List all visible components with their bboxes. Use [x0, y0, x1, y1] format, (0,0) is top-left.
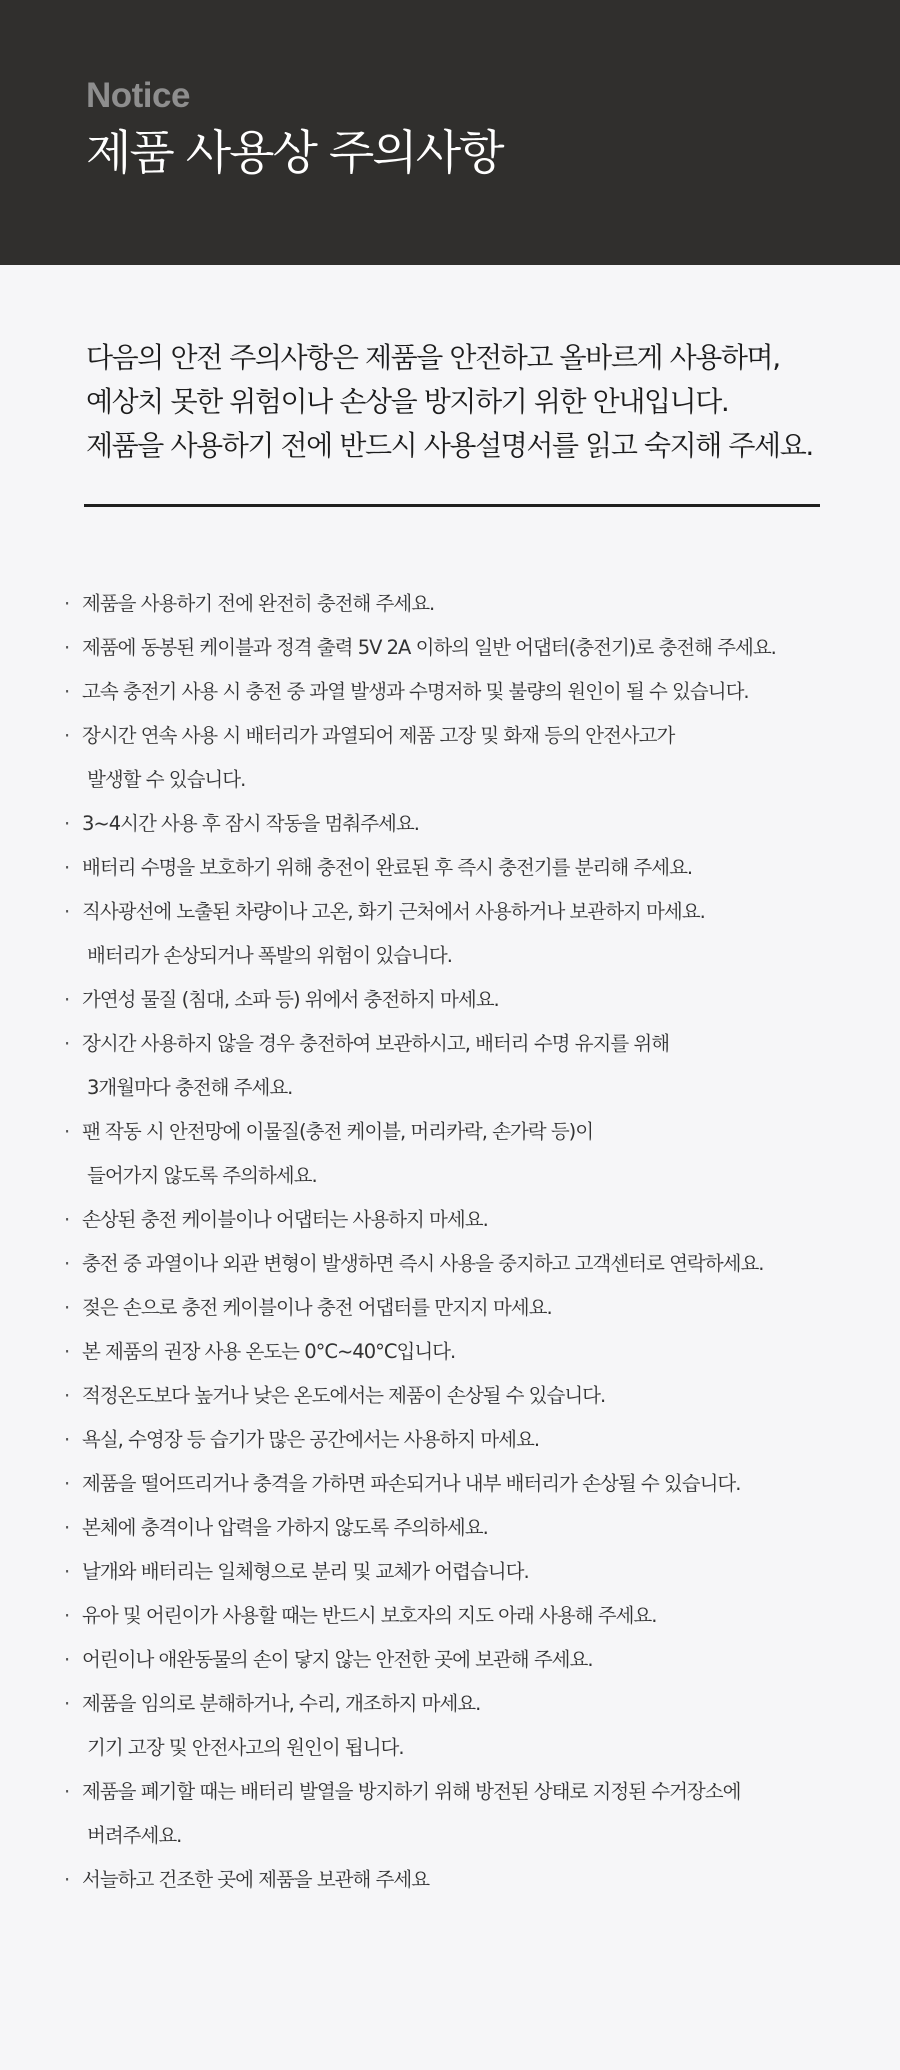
- notice-text: 발생할 수 있습니다.: [87, 768, 246, 791]
- bullet-icon: ·: [64, 1516, 70, 1539]
- notice-item: [0, 1022, 900, 1110]
- notice-item: [0, 1462, 900, 1506]
- notice-text: 제품을 임의로 분해하거나, 수리, 개조하지 마세요.: [82, 1692, 481, 1715]
- bullet-icon: ·: [64, 680, 70, 703]
- bullet-icon: ·: [64, 1868, 70, 1891]
- notice-item: [0, 846, 900, 890]
- notice-list: [0, 507, 900, 1902]
- notice-text: 유아 및 어린이가 사용할 때는 반드시 보호자의 지도 아래 사용해 주세요.: [82, 1604, 657, 1627]
- notice-text: 제품에 동봉된 케이블과 정격 출력 5V 2A 이하의 일반 어댑터(충전기)로 충전해 주세요.: [82, 636, 776, 659]
- bullet-icon: ·: [64, 1472, 70, 1495]
- notice-text: 가연성 물질 (침대, 소파 등) 위에서 충전하지 마세요.: [82, 988, 499, 1011]
- bullet-icon: ·: [64, 1340, 70, 1363]
- notice-item: [0, 1242, 900, 1286]
- notice-text: 손상된 충전 케이블이나 어댑터는 사용하지 마세요.: [82, 1208, 488, 1231]
- notice-item: [0, 1374, 900, 1418]
- notice-text: 제품을 사용하기 전에 완전히 충전해 주세요.: [82, 592, 435, 615]
- bullet-icon: ·: [64, 1692, 70, 1715]
- notice-text: 들어가지 않도록 주의하세요.: [87, 1164, 317, 1187]
- notice-item: [0, 1858, 900, 1902]
- notice-item: [0, 626, 900, 670]
- bullet-icon: ·: [64, 1560, 70, 1583]
- notice-item: [0, 1418, 900, 1462]
- notice-item: [0, 1770, 900, 1858]
- notice-item: [0, 1594, 900, 1638]
- notice-text: 본 제품의 권장 사용 온도는 0°C~40°C입니다.: [82, 1340, 456, 1363]
- bullet-icon: ·: [64, 1296, 70, 1319]
- bullet-icon: ·: [64, 724, 70, 747]
- intro-line: 다음의 안전 주의사항은 제품을 안전하고 올바르게 사용하며,: [86, 341, 780, 374]
- notice-text: 3개월마다 충전해 주세요.: [87, 1076, 293, 1099]
- notice-text: 날개와 배터리는 일체형으로 분리 및 교체가 어렵습니다.: [82, 1560, 529, 1583]
- notice-item: [0, 890, 900, 978]
- bullet-icon: ·: [64, 1120, 70, 1143]
- bullet-icon: ·: [64, 1428, 70, 1451]
- notice-text: 팬 작동 시 안전망에 이물질(충전 케이블, 머리카락, 손가락 등)이: [82, 1120, 594, 1143]
- page-title: 제품 사용상 주의사항: [86, 126, 503, 181]
- notice-label: Notice: [86, 76, 190, 115]
- notice-text: 본체에 충격이나 압력을 가하지 않도록 주의하세요.: [82, 1516, 488, 1539]
- notice-text: 제품을 떨어뜨리거나 충격을 가하면 파손되거나 내부 배터리가 손상될 수 있습니다.: [82, 1472, 741, 1495]
- notice-text: 제품을 폐기할 때는 배터리 발열을 방지하기 위해 방전된 상태로 지정된 수거장소에: [82, 1780, 741, 1803]
- notice-text: 직사광선에 노출된 차량이나 고온, 화기 근처에서 사용하거나 보관하지 마세요.: [82, 900, 705, 923]
- notice-text: 장시간 연속 사용 시 배터리가 과열되어 제품 고장 및 화재 등의 안전사고가: [82, 724, 675, 747]
- intro-line: 예상치 못한 위험이나 손상을 방지하기 위한 안내입니다.: [86, 385, 729, 418]
- bullet-icon: ·: [64, 900, 70, 923]
- notice-item: [0, 714, 900, 802]
- bullet-icon: ·: [64, 812, 70, 835]
- notice-text: 젖은 손으로 충전 케이블이나 충전 어댑터를 만지지 마세요.: [82, 1296, 552, 1319]
- notice-item: [0, 1286, 900, 1330]
- notice-item: [0, 802, 900, 846]
- notice-text: 적정온도보다 높거나 낮은 온도에서는 제품이 손상될 수 있습니다.: [82, 1384, 606, 1407]
- notice-text: 버려주세요.: [87, 1824, 182, 1847]
- bullet-icon: ·: [64, 592, 70, 615]
- notice-item: [0, 1198, 900, 1242]
- notice-text: 충전 중 과열이나 외관 변형이 발생하면 즉시 사용을 중지하고 고객센터로 연락하세요.: [82, 1252, 764, 1275]
- notice-text: 고속 충전기 사용 시 충전 중 과열 발생과 수명저하 및 불량의 원인이 될 수 있습니다.: [82, 680, 749, 703]
- notice-text: 장시간 사용하지 않을 경우 충전하여 보관하시고, 배터리 수명 유지를 위해: [82, 1032, 670, 1055]
- notice-item: [0, 1330, 900, 1374]
- notice-text: 서늘하고 건조한 곳에 제품을 보관해 주세요: [82, 1868, 430, 1891]
- bullet-icon: ·: [64, 856, 70, 879]
- notice-item: [0, 1110, 900, 1198]
- bullet-icon: ·: [64, 1648, 70, 1671]
- bullet-icon: ·: [64, 988, 70, 1011]
- intro-line: 제품을 사용하기 전에 반드시 사용설명서를 읽고 숙지해 주세요.: [86, 429, 813, 462]
- bullet-icon: ·: [64, 1780, 70, 1803]
- notice-item: [0, 1550, 900, 1594]
- bullet-icon: ·: [64, 636, 70, 659]
- intro-section: [0, 265, 900, 468]
- notice-item: [0, 1682, 900, 1770]
- page-header: [0, 0, 900, 265]
- notice-text: 배터리가 손상되거나 폭발의 위험이 있습니다.: [87, 944, 452, 967]
- notice-item: [0, 978, 900, 1022]
- notice-text: 기기 고장 및 안전사고의 원인이 됩니다.: [87, 1736, 404, 1759]
- bullet-icon: ·: [64, 1384, 70, 1407]
- bullet-icon: ·: [64, 1252, 70, 1275]
- notice-text: 욕실, 수영장 등 습기가 많은 공간에서는 사용하지 마세요.: [82, 1428, 540, 1451]
- notice-item: [0, 1638, 900, 1682]
- notice-item: [0, 582, 900, 626]
- notice-item: [0, 1506, 900, 1550]
- bullet-icon: ·: [64, 1604, 70, 1627]
- bullet-icon: ·: [64, 1208, 70, 1231]
- notice-text: 어린이나 애완동물의 손이 닿지 않는 안전한 곳에 보관해 주세요.: [82, 1648, 593, 1671]
- notice-item: [0, 670, 900, 714]
- notice-text: 배터리 수명을 보호하기 위해 충전이 완료된 후 즉시 충전기를 분리해 주세요.: [82, 856, 693, 879]
- bullet-icon: ·: [64, 1032, 70, 1055]
- notice-text: 3~4시간 사용 후 잠시 작동을 멈춰주세요.: [82, 812, 419, 835]
